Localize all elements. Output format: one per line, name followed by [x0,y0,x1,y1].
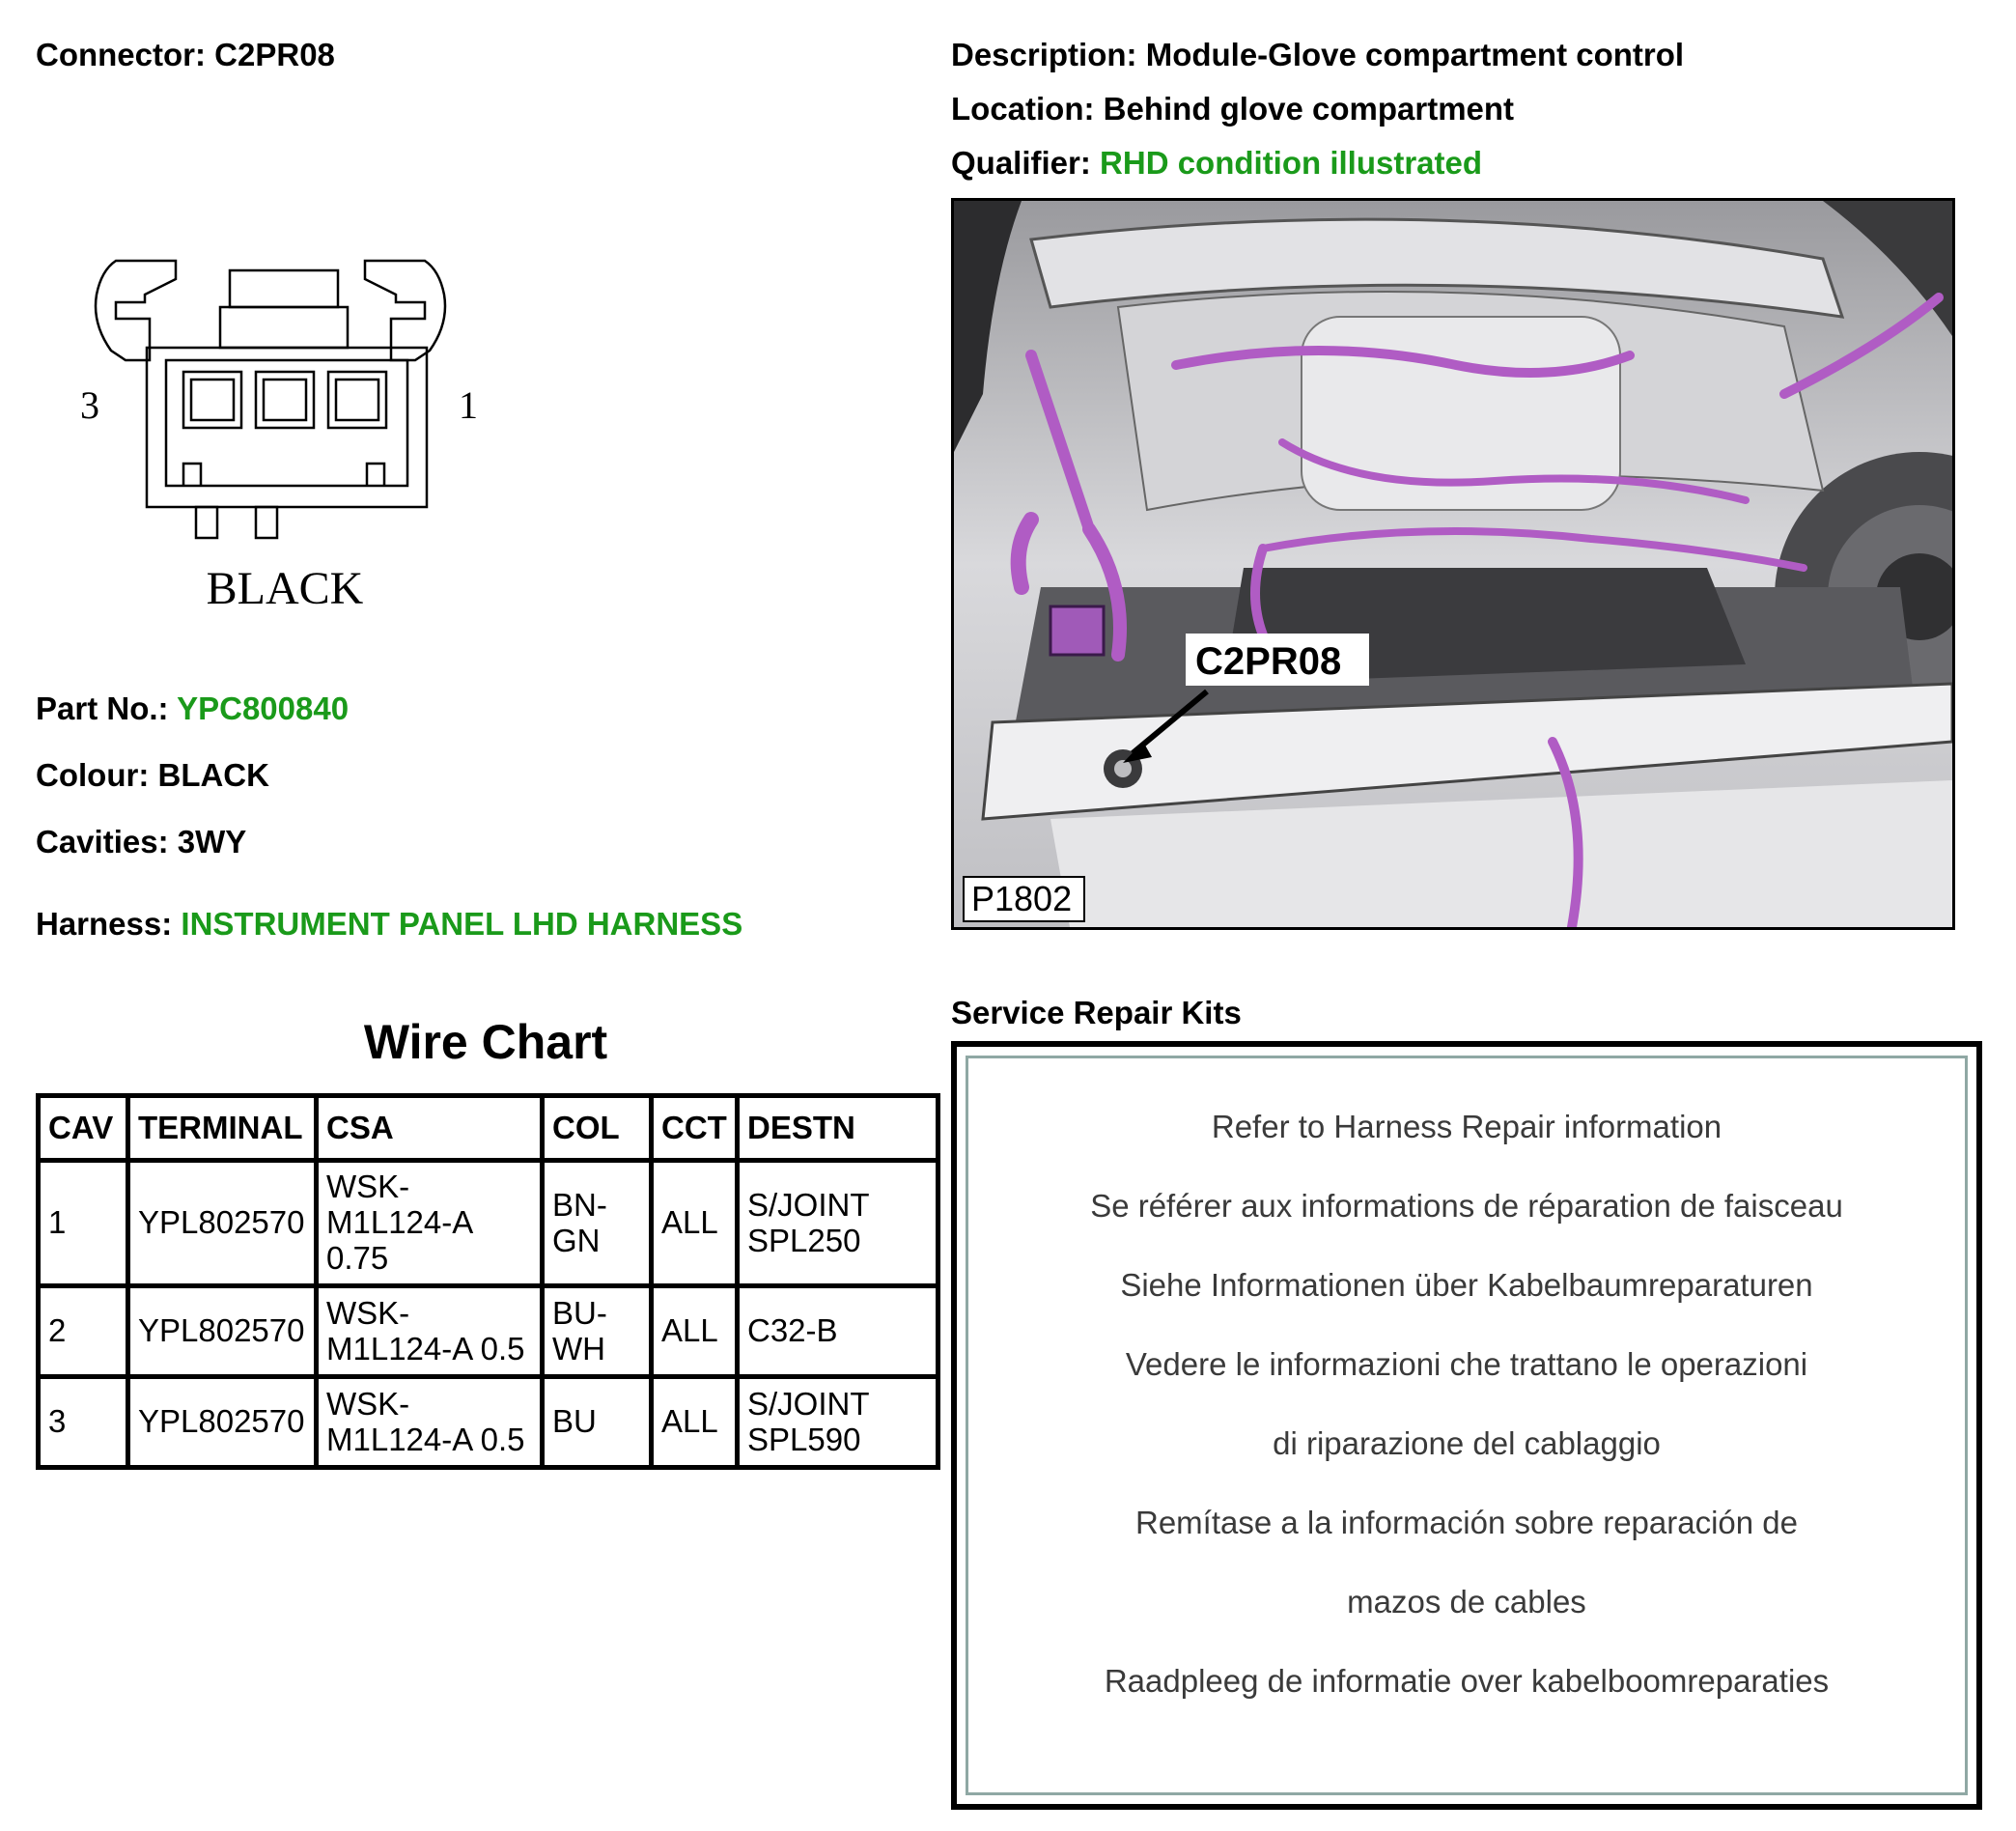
cell-cav: 1 [39,1161,128,1286]
header-csa: CSA [317,1096,543,1161]
location-line [951,91,1514,127]
connector-face-diagram [77,246,502,633]
colour-label: Colour: [36,757,150,793]
part-no-line [36,690,349,727]
cell-csa: WSK- M1L124-A 0.75 [317,1161,543,1286]
location-label: Location: [951,91,1095,127]
part-no-value: YPC800840 [177,690,350,726]
colour-line [36,757,269,794]
description-label: Description: [951,37,1137,72]
header-cct: CCT [652,1096,738,1161]
cell-cct: ALL [652,1286,738,1377]
cell-destn: C32-B [738,1286,938,1377]
cell-destn: S/JOINT SPL250 [738,1161,938,1286]
connector-outline-drawing [77,246,502,633]
table-row [39,1161,938,1286]
connector-id: C2PR08 [214,37,335,72]
location-photo [951,198,1955,930]
harness-label: Harness: [36,906,173,942]
header-destn: DESTN [738,1096,938,1161]
wire-chart-header-row [39,1096,938,1161]
cell-col: BN- GN [543,1161,652,1286]
repair-line: Vedere le informazioni che trattano le operazioni [1125,1346,1808,1382]
cell-cct: ALL [652,1161,738,1286]
colour-value: BLACK [157,757,269,793]
cell-cav: 2 [39,1286,128,1377]
repair-line: Refer to Harness Repair information [1211,1109,1722,1144]
repair-line: Siehe Informationen über Kabelbaumreparaturen [1120,1267,1813,1303]
connector-label: Connector: [36,37,206,72]
cavities-line [36,824,246,860]
repair-kits-title: Service Repair Kits [951,995,1242,1030]
part-no-label: Part No.: [36,690,169,726]
connector-heading [36,37,335,73]
pin-3-label: 3 [80,383,99,427]
vehicle-location-illustration [954,201,1952,927]
cell-terminal: YPL802570 [128,1161,317,1286]
repair-line: di riparazione del cablaggio [1273,1425,1661,1461]
header-terminal: TERMINAL [128,1096,317,1161]
table-row [39,1377,938,1468]
repair-line: mazos de cables [1347,1584,1586,1620]
cell-csa: WSK- M1L124-A 0.5 [317,1377,543,1468]
header-cav: CAV [39,1096,128,1161]
cell-terminal: YPL802570 [128,1286,317,1377]
repair-kits-box [951,1041,1982,1810]
harness-value: INSTRUMENT PANEL LHD HARNESS [181,906,743,942]
cell-terminal: YPL802570 [128,1377,317,1468]
harness-line [36,906,742,943]
description-line [951,37,1684,73]
repair-kits-inner-frame [966,1056,1968,1795]
cavities-label: Cavities: [36,824,169,859]
qualifier-line [951,145,1482,182]
cell-csa: WSK- M1L124-A 0.5 [317,1286,543,1377]
wire-chart-table [36,1093,940,1470]
cell-cav: 3 [39,1377,128,1468]
figure-id-label: P1802 [971,879,1073,918]
qualifier-value: RHD condition illustrated [1100,145,1483,181]
repair-line: Raadpleeg de informatie over kabelboomreparaties [1104,1663,1830,1699]
cell-col: BU- WH [543,1286,652,1377]
description-value: Module-Glove compartment control [1145,37,1685,72]
header-col: COL [543,1096,652,1161]
diagram-colour-label: BLACK [206,563,364,614]
photo-callout-label: C2PR08 [1195,640,1342,683]
repair-line: Se référer aux informations de réparation de faisceau [1090,1188,1843,1224]
table-row [39,1286,938,1377]
repair-line: Remítase a la información sobre reparación de [1134,1505,1799,1540]
qualifier-label: Qualifier: [951,145,1091,181]
pin-1-label: 1 [459,383,478,427]
cell-cct: ALL [652,1377,738,1468]
wire-chart-title: Wire Chart [363,1015,608,1069]
cavities-value: 3WY [177,824,247,859]
location-value: Behind glove compartment [1103,91,1515,127]
cell-col: BU [543,1377,652,1468]
cell-destn: S/JOINT SPL590 [738,1377,938,1468]
